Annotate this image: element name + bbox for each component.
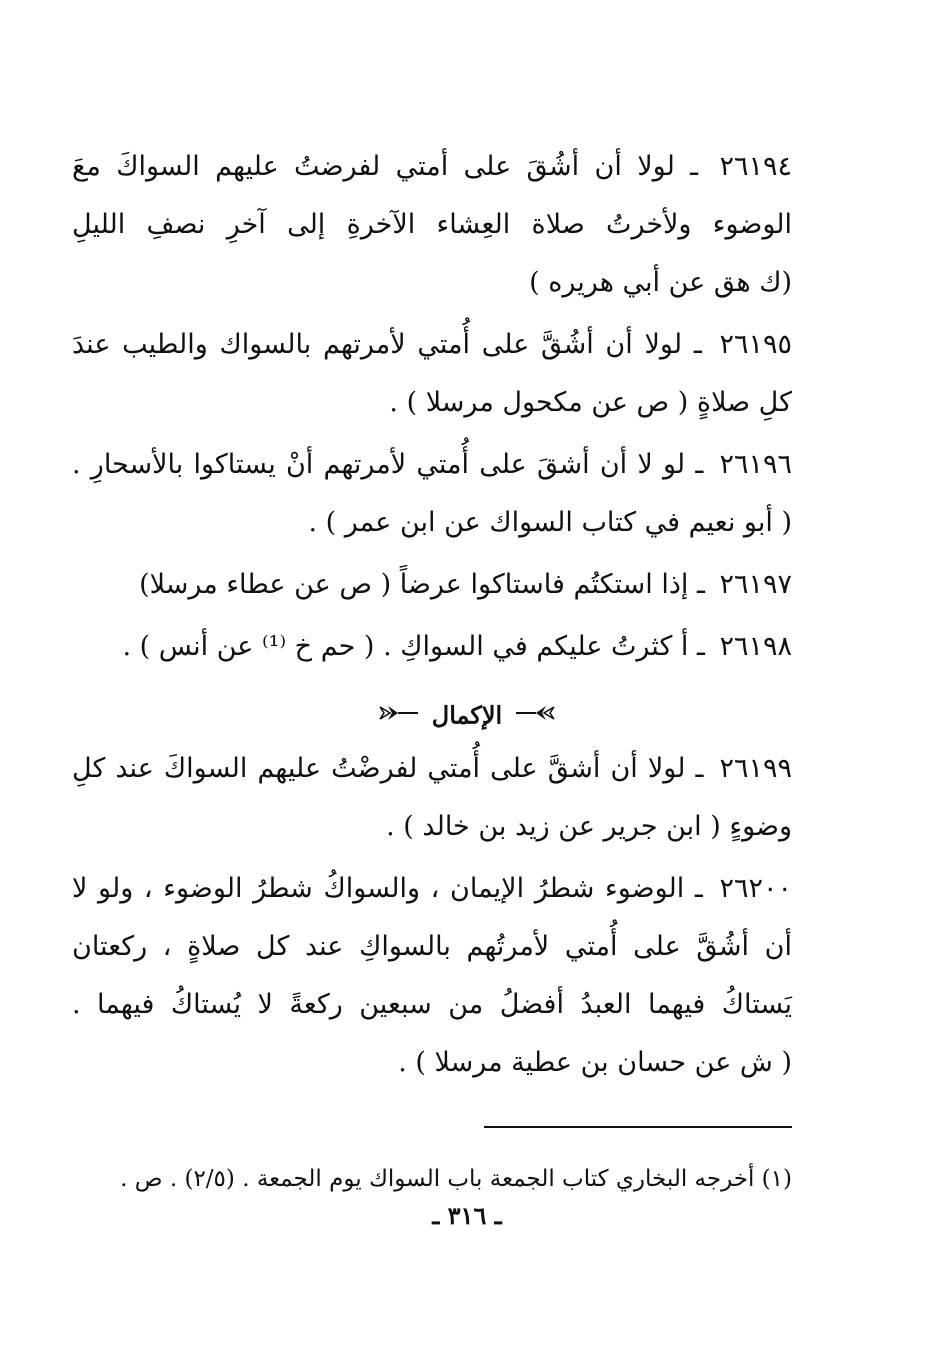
hadith-entry-26198 [72,618,792,676]
hadith-number: ٢٦١٩٥ [719,329,792,360]
hadith-number: ٢٦٢٠٠ [719,873,792,904]
hadith-source: ( أبو نعيم في كتاب السواك عن ابن عمر ) . [308,507,792,538]
footnote: (١) أخرجه البخاري كتاب الجمعة باب السواك يوم الجمعة . (٢/٥) . ص . [120,1166,792,1192]
hadith-text: ـ لولا أن أشُقَ على أمتي لفرضتُ عليهم السواكَ معَ الوضوء ولأخرتُ صلاة العِشاء الآخرةِ إلى آخرِ نصفِ الليلِ [72,151,792,240]
hadith-entry-26196 [72,436,792,552]
hadith-list-main [72,138,792,680]
hadith-list-ikmal [72,740,792,1096]
hadith-number: ٢٦١٩٧ [719,569,792,600]
hadith-list-container [72,138,792,676]
hadith-number: ٢٦١٩٤ [719,151,792,182]
hadith-entry-26199 [72,740,792,856]
section-title: الإكمال [431,700,503,730]
hadith-number: ٢٦١٩٦ [719,449,792,480]
hadith-text: ـ لو لا أن أشقَ على أُمتي لأمرتهم أنْ يستاكوا بالأسحارِ . [72,449,704,480]
hadith-source: ( حم خ ⁽¹⁾ عن أنس ) . [122,631,375,662]
hadith-source: ( ش عن حسان بن عطية مرسلا ) . [398,1047,792,1078]
hadith-text: ـ الوضوء شطرُ الإيمان ، والسواكُ شطرُ الوضوء ، ولو لا أن أشُقَّ على أُمتي لأمرتُهم بالسواكِ عند كل صلاةٍ ، ركعتان يَستاكُ فيهما العبدُ أفضلُ من سبعين ركعةً لا يُستاكُ فيهما . [72,873,792,1020]
hadith-entry-26195 [72,316,792,432]
hadith-text: ـ أ كثرتُ عليكم في السواكِ . [383,631,705,662]
hadith-source: ( ص عن مكحول مرسلا ) . [389,387,689,418]
section-divider [0,694,934,736]
page-number: ـ ٣١٦ ـ [432,1201,502,1230]
footnote-divider [484,1126,792,1128]
hadith-number: ٢٦١٩٨ [719,631,792,662]
hadith-entry-26200 [72,860,792,1092]
hadith-source: ( ابن جرير عن زيد بن خالد ) . [386,811,721,842]
hadith-entry-26194 [72,138,792,312]
hadith-entry-26197 [72,556,792,614]
hadith-number: ٢٦١٩٩ [719,753,792,784]
hadith-text: ـ إذا استكتُم فاستاكوا عرضاً [399,569,705,600]
hadith-source: (ك هق عن أبي هريره ) [529,267,792,298]
hadith-source: ( ص عن عطاء مرسلا) [139,569,392,600]
ornament-left-icon [374,696,418,736]
hadith-list-container-ikmal [72,740,792,1092]
ornament-right-icon [516,696,560,736]
hadith-text: ـ لولا أن أشُقَّ على أُمتي لأمرتهم بالسواك والطيب عندَ كلِ صلاةٍ [72,329,792,418]
hadith-text: ـ لولا أن أشقَّ على أُمتي لفرضْتُ عليهم السواكَ عند كلِ وضوءٍ [72,753,792,842]
